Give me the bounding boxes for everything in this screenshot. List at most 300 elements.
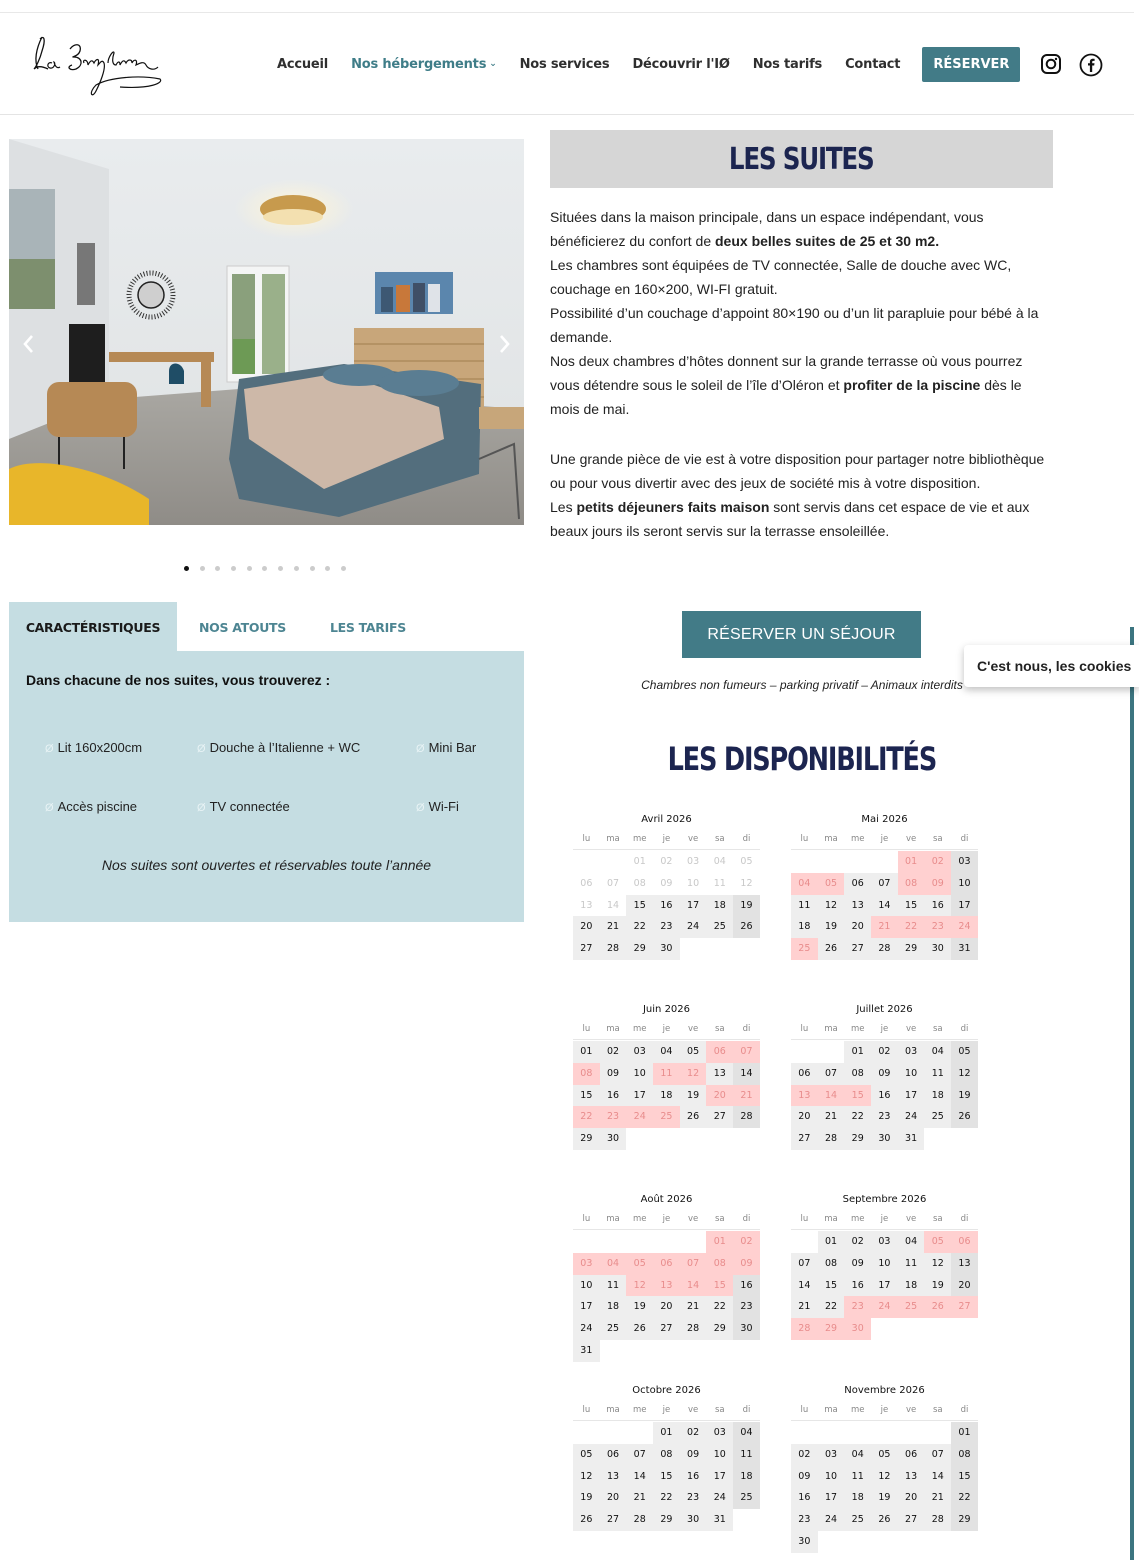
day-cell-booked[interactable]: 04 <box>600 1253 627 1275</box>
day-cell-booked[interactable]: 01 <box>706 1231 733 1253</box>
day-cell-available[interactable]: 16 <box>600 1085 627 1107</box>
bedroom-photo <box>9 139 524 525</box>
empty-cell <box>600 1422 627 1444</box>
feature-label: Douche à l’Italienne + WC <box>209 740 361 755</box>
day-cell-available[interactable]: 30 <box>791 1531 818 1553</box>
day-cell-past: 13 <box>573 895 600 917</box>
day-cell-available[interactable]: 28 <box>626 1509 653 1531</box>
slider-dot[interactable] <box>247 566 252 571</box>
day-cell-available[interactable]: 26 <box>626 1318 653 1340</box>
slider-dot[interactable] <box>294 566 299 571</box>
day-cell-available[interactable]: 18 <box>733 1466 760 1488</box>
day-grid <box>791 851 978 960</box>
day-cell-available[interactable]: 30 <box>924 938 951 960</box>
day-cell-available[interactable]: 01 <box>573 1041 600 1063</box>
day-cell-booked[interactable]: 22 <box>573 1106 600 1128</box>
day-cell-available[interactable]: 02 <box>871 1041 898 1063</box>
day-cell-available[interactable]: 29 <box>844 1128 871 1150</box>
day-cell-available[interactable]: 21 <box>924 1487 951 1509</box>
weekday-label: ma <box>824 833 838 844</box>
day-cell-available[interactable]: 27 <box>600 1509 627 1531</box>
day-cell-available[interactable]: 10 <box>818 1466 845 1488</box>
day-cell-available[interactable]: 06 <box>898 1444 925 1466</box>
day-cell-available[interactable]: 08 <box>653 1444 680 1466</box>
day-cell-available[interactable]: 24 <box>706 1487 733 1509</box>
day-cell-available[interactable]: 03 <box>706 1422 733 1444</box>
day-cell-booked[interactable]: 23 <box>924 916 951 938</box>
nav-item-hebergements[interactable] <box>351 57 497 72</box>
tab-les-tarifs[interactable]: LES TARIFS <box>329 619 406 635</box>
day-cell-booked[interactable]: 26 <box>924 1296 951 1318</box>
day-cell-available[interactable]: 28 <box>680 1318 707 1340</box>
slider-dot[interactable] <box>215 566 220 571</box>
day-cell-available[interactable]: 10 <box>951 873 978 895</box>
day-cell-available[interactable]: 12 <box>924 1253 951 1275</box>
day-cell-available[interactable]: 16 <box>733 1275 760 1297</box>
day-cell-available[interactable]: 20 <box>600 1487 627 1509</box>
day-cell-available[interactable]: 30 <box>653 938 680 960</box>
day-cell-available[interactable]: 21 <box>791 1296 818 1318</box>
desc-highlight: deux belles suites de 25 et 30 m2. <box>715 233 940 249</box>
day-cell-available[interactable]: 27 <box>791 1128 818 1150</box>
day-cell-available[interactable]: 12 <box>573 1466 600 1488</box>
day-cell-available[interactable]: 02 <box>600 1041 627 1063</box>
weekday-label: ma <box>824 1404 838 1415</box>
day-cell-booked[interactable]: 13 <box>791 1085 818 1107</box>
day-cell-available[interactable]: 23 <box>733 1296 760 1318</box>
day-cell-booked[interactable]: 05 <box>626 1253 653 1275</box>
nav-item-contact[interactable]: Contact <box>845 56 901 72</box>
tab-nos-atouts[interactable]: NOS ATOUTS <box>199 619 286 635</box>
day-cell-available[interactable]: 27 <box>706 1106 733 1128</box>
day-cell-available[interactable]: 29 <box>573 1128 600 1150</box>
day-cell-available[interactable]: 25 <box>600 1318 627 1340</box>
day-cell-available[interactable]: 14 <box>791 1275 818 1297</box>
day-cell-available[interactable]: 18 <box>653 1085 680 1107</box>
day-cell-past: 14 <box>600 895 627 917</box>
day-cell-available[interactable]: 04 <box>844 1444 871 1466</box>
day-cell-available[interactable]: 20 <box>791 1106 818 1128</box>
day-cell-available[interactable]: 22 <box>818 1296 845 1318</box>
day-cell-past: 11 <box>706 873 733 895</box>
calendar-scroll-area <box>560 1375 1000 1547</box>
slider-prev-button[interactable] <box>19 329 39 359</box>
day-cell-available[interactable]: 10 <box>573 1275 600 1297</box>
day-cell-available[interactable]: 20 <box>573 916 600 938</box>
day-cell-available[interactable]: 18 <box>844 1487 871 1509</box>
day-cell-booked[interactable]: 02 <box>733 1231 760 1253</box>
day-cell-booked[interactable]: 28 <box>791 1318 818 1340</box>
day-cell-booked[interactable]: 07 <box>733 1041 760 1063</box>
slider-dot[interactable] <box>341 566 346 571</box>
day-cell-available[interactable]: 06 <box>791 1063 818 1085</box>
day-cell-available[interactable]: 16 <box>871 1085 898 1107</box>
day-cell-booked[interactable]: 08 <box>706 1253 733 1275</box>
day-cell-available[interactable]: 29 <box>951 1509 978 1531</box>
day-cell-available[interactable]: 15 <box>653 1466 680 1488</box>
day-cell-available[interactable]: 18 <box>791 916 818 938</box>
month-calendar <box>791 1383 978 1553</box>
day-cell-booked[interactable]: 27 <box>951 1296 978 1318</box>
day-cell-available[interactable]: 18 <box>898 1275 925 1297</box>
weekday-label: me <box>632 1023 647 1034</box>
day-cell-booked[interactable]: 07 <box>680 1253 707 1275</box>
slider-dot[interactable] <box>262 566 267 571</box>
day-cell-available[interactable]: 16 <box>680 1466 707 1488</box>
day-cell-available[interactable]: 17 <box>951 895 978 917</box>
day-cell-available[interactable]: 23 <box>791 1509 818 1531</box>
day-cell-available[interactable]: 25 <box>924 1106 951 1128</box>
day-cell-booked[interactable]: 25 <box>791 938 818 960</box>
day-cell-available[interactable]: 05 <box>951 1041 978 1063</box>
day-cell-available[interactable]: 03 <box>818 1444 845 1466</box>
nav-item-accueil[interactable]: Accueil <box>277 56 329 72</box>
day-cell-booked[interactable]: 12 <box>680 1063 707 1085</box>
day-cell-available[interactable]: 27 <box>898 1509 925 1531</box>
slider-next-button[interactable] <box>494 329 514 359</box>
day-cell-available[interactable]: 05 <box>573 1444 600 1466</box>
day-cell-available[interactable]: 14 <box>733 1063 760 1085</box>
day-cell-booked[interactable]: 24 <box>871 1296 898 1318</box>
day-cell-available[interactable]: 16 <box>653 895 680 917</box>
slider-dot[interactable] <box>278 566 283 571</box>
day-cell-available[interactable]: 19 <box>871 1487 898 1509</box>
day-cell-available[interactable]: 25 <box>733 1487 760 1509</box>
day-cell-available[interactable]: 28 <box>871 938 898 960</box>
day-cell-available[interactable]: 29 <box>653 1509 680 1531</box>
slider-dot[interactable] <box>231 566 236 571</box>
day-cell-available[interactable]: 21 <box>680 1296 707 1318</box>
day-cell-available[interactable]: 29 <box>898 938 925 960</box>
feature-label: Wi-Fi <box>428 799 459 814</box>
day-cell-available[interactable]: 18 <box>924 1085 951 1107</box>
day-cell-available[interactable]: 21 <box>626 1487 653 1509</box>
day-cell-available[interactable]: 10 <box>871 1253 898 1275</box>
weekday-label: lu <box>800 1404 809 1415</box>
day-cell-available[interactable]: 02 <box>680 1422 707 1444</box>
day-cell-available[interactable]: 16 <box>791 1487 818 1509</box>
day-cell-booked[interactable]: 14 <box>818 1085 845 1107</box>
day-cell-booked[interactable]: 24 <box>626 1106 653 1128</box>
day-cell-available[interactable]: 31 <box>898 1128 925 1150</box>
day-cell-available[interactable]: 16 <box>844 1275 871 1297</box>
day-cell-available[interactable]: 18 <box>706 895 733 917</box>
day-cell-booked[interactable]: 05 <box>924 1231 951 1253</box>
weekday-header <box>791 1018 978 1040</box>
day-cell-available[interactable]: 06 <box>600 1444 627 1466</box>
day-cell-available[interactable]: 02 <box>844 1231 871 1253</box>
day-cell-booked[interactable]: 21 <box>733 1085 760 1107</box>
weekday-label: di <box>960 1213 969 1224</box>
day-cell-available[interactable]: 01 <box>844 1041 871 1063</box>
day-cell-available[interactable]: 11 <box>924 1063 951 1085</box>
day-cell-available[interactable]: 09 <box>791 1466 818 1488</box>
empty-cell <box>844 851 871 873</box>
weekday-label: di <box>960 1023 969 1034</box>
slider-dot[interactable] <box>310 566 315 571</box>
day-cell-available[interactable]: 19 <box>680 1085 707 1107</box>
tab-caracteristiques[interactable]: CARACTÉRISTIQUES <box>9 602 177 652</box>
day-cell-booked[interactable]: 22 <box>898 916 925 938</box>
slider-dot[interactable] <box>325 566 330 571</box>
day-cell-available[interactable]: 08 <box>951 1444 978 1466</box>
day-cell-available[interactable]: 22 <box>653 1487 680 1509</box>
slider-dot[interactable] <box>200 566 205 571</box>
day-cell-available[interactable]: 05 <box>680 1041 707 1063</box>
day-cell-available[interactable]: 30 <box>680 1509 707 1531</box>
empty-cell <box>871 851 898 873</box>
day-cell-available[interactable]: 22 <box>844 1106 871 1128</box>
day-cell-available[interactable]: 17 <box>680 895 707 917</box>
day-cell-booked[interactable]: 14 <box>680 1275 707 1297</box>
day-cell-available[interactable]: 28 <box>733 1106 760 1128</box>
day-cell-available[interactable]: 08 <box>818 1253 845 1275</box>
weekday-label: lu <box>800 1213 809 1224</box>
day-cell-available[interactable]: 19 <box>573 1487 600 1509</box>
day-cell-available[interactable]: 18 <box>600 1296 627 1318</box>
day-cell-booked[interactable]: 20 <box>706 1085 733 1107</box>
weekday-label: sa <box>932 833 943 844</box>
day-cell-available[interactable]: 27 <box>653 1318 680 1340</box>
day-cell-available[interactable]: 31 <box>573 1340 600 1362</box>
day-cell-available[interactable]: 14 <box>626 1466 653 1488</box>
slider-dot[interactable] <box>184 566 189 571</box>
day-cell-available[interactable]: 09 <box>600 1063 627 1085</box>
day-cell-available[interactable]: 28 <box>924 1509 951 1531</box>
day-cell-booked[interactable]: 06 <box>653 1253 680 1275</box>
desc-text: Nos deux chambres d’hôtes donnent sur la grande terrasse où vous pourrez vous détendre sous le soleil de l’île d’Oléron et <box>550 353 1023 393</box>
day-cell-available[interactable]: 21 <box>600 916 627 938</box>
day-cell-booked[interactable]: 25 <box>898 1296 925 1318</box>
day-cell-available[interactable]: 23 <box>653 916 680 938</box>
day-cell-booked[interactable]: 29 <box>818 1318 845 1340</box>
empty-cell <box>871 1422 898 1444</box>
day-cell-available[interactable]: 27 <box>844 938 871 960</box>
day-cell-available[interactable]: 16 <box>924 895 951 917</box>
day-cell-booked[interactable]: 01 <box>898 851 925 873</box>
day-cell-booked[interactable]: 21 <box>871 916 898 938</box>
day-cell-available[interactable]: 04 <box>924 1041 951 1063</box>
cookie-panel-edge <box>1130 627 1134 1560</box>
nav-item-decouvrir[interactable]: Découvrir l'IØ <box>632 56 730 72</box>
day-cell-booked[interactable]: 30 <box>844 1318 871 1340</box>
day-cell-available[interactable]: 04 <box>898 1231 925 1253</box>
day-cell-booked[interactable]: 12 <box>626 1275 653 1297</box>
day-grid <box>573 851 760 960</box>
suites-title: LES SUITES <box>729 141 874 177</box>
day-cell-booked[interactable]: 08 <box>573 1063 600 1085</box>
day-cell-booked[interactable]: 13 <box>653 1275 680 1297</box>
month-calendar <box>573 1383 760 1531</box>
day-cell-available[interactable]: 12 <box>871 1466 898 1488</box>
day-cell-available[interactable]: 14 <box>871 895 898 917</box>
day-cell-past: 06 <box>573 873 600 895</box>
day-cell-available[interactable]: 13 <box>600 1466 627 1488</box>
day-cell-booked[interactable]: 15 <box>844 1085 871 1107</box>
day-cell-available[interactable]: 12 <box>951 1063 978 1085</box>
day-cell-available[interactable]: 11 <box>733 1444 760 1466</box>
day-cell-available[interactable]: 24 <box>680 916 707 938</box>
day-cell-available[interactable]: 03 <box>898 1041 925 1063</box>
day-cell-available[interactable]: 14 <box>924 1466 951 1488</box>
day-cell-available[interactable]: 03 <box>871 1231 898 1253</box>
day-cell-available[interactable]: 01 <box>653 1422 680 1444</box>
facebook-icon[interactable] <box>1079 53 1101 75</box>
day-cell-available[interactable]: 09 <box>871 1063 898 1085</box>
day-cell-available[interactable]: 20 <box>653 1296 680 1318</box>
nav-item-tarifs[interactable]: Nos tarifs <box>752 56 823 72</box>
empty-cell <box>818 1422 845 1444</box>
day-cell-booked[interactable]: 02 <box>924 851 951 873</box>
cookie-banner[interactable]: C'est nous, les cookies <box>964 645 1139 687</box>
day-cell-available[interactable]: 26 <box>818 938 845 960</box>
day-cell-available[interactable]: 01 <box>951 1422 978 1444</box>
day-cell-available[interactable]: 19 <box>924 1275 951 1297</box>
day-cell-available[interactable]: 13 <box>844 895 871 917</box>
day-cell-available[interactable]: 28 <box>818 1128 845 1150</box>
day-cell-available[interactable]: 10 <box>898 1063 925 1085</box>
site-header <box>0 13 1134 115</box>
day-cell-available[interactable]: 17 <box>626 1085 653 1107</box>
day-cell-booked[interactable]: 09 <box>733 1253 760 1275</box>
day-cell-available[interactable]: 11 <box>844 1466 871 1488</box>
day-cell-booked[interactable]: 04 <box>791 873 818 895</box>
day-cell-available[interactable]: 04 <box>733 1422 760 1444</box>
weekday-label: di <box>742 1404 751 1415</box>
day-cell-available[interactable]: 30 <box>600 1128 627 1150</box>
empty-cell <box>573 1422 600 1444</box>
reserve-button[interactable]: RÉSERVER <box>922 47 1020 82</box>
day-cell-available[interactable]: 05 <box>871 1444 898 1466</box>
site-logo[interactable] <box>30 29 170 101</box>
day-grid <box>573 1422 760 1531</box>
day-cell-available[interactable]: 27 <box>573 938 600 960</box>
day-cell-available[interactable]: 28 <box>600 938 627 960</box>
day-cell-available[interactable]: 10 <box>626 1063 653 1085</box>
day-cell-available[interactable]: 19 <box>626 1296 653 1318</box>
nav-item-services[interactable]: Nos services <box>519 56 610 72</box>
day-cell-available[interactable]: 26 <box>733 916 760 938</box>
day-cell-available[interactable]: 30 <box>871 1128 898 1150</box>
day-cell-available[interactable]: 03 <box>951 851 978 873</box>
day-cell-available[interactable]: 15 <box>951 1466 978 1488</box>
weekday-header <box>791 828 978 850</box>
day-cell-available[interactable]: 11 <box>791 895 818 917</box>
day-cell-booked[interactable]: 24 <box>951 916 978 938</box>
day-grid <box>791 1041 978 1150</box>
day-cell-available[interactable]: 19 <box>951 1085 978 1107</box>
day-cell-booked[interactable]: 23 <box>600 1106 627 1128</box>
day-cell-available[interactable]: 20 <box>898 1487 925 1509</box>
day-cell-available[interactable]: 26 <box>951 1106 978 1128</box>
day-cell-available[interactable]: 03 <box>626 1041 653 1063</box>
day-cell-available[interactable]: 15 <box>898 895 925 917</box>
day-cell-available[interactable]: 13 <box>951 1253 978 1275</box>
day-cell-available[interactable]: 24 <box>573 1318 600 1340</box>
day-cell-booked[interactable]: 09 <box>924 873 951 895</box>
day-cell-available[interactable]: 24 <box>818 1509 845 1531</box>
empty-cell <box>600 1231 627 1253</box>
day-cell-booked[interactable]: 25 <box>653 1106 680 1128</box>
day-cell-available[interactable]: 13 <box>898 1466 925 1488</box>
day-cell-available[interactable]: 26 <box>871 1509 898 1531</box>
day-cell-booked[interactable]: 15 <box>706 1275 733 1297</box>
day-cell-available[interactable]: 17 <box>898 1085 925 1107</box>
day-cell-booked[interactable]: 11 <box>653 1063 680 1085</box>
day-cell-available[interactable]: 11 <box>898 1253 925 1275</box>
day-cell-available[interactable]: 08 <box>844 1063 871 1085</box>
day-cell-available[interactable]: 30 <box>733 1318 760 1340</box>
day-cell-booked[interactable]: 06 <box>706 1041 733 1063</box>
day-cell-available[interactable]: 07 <box>924 1444 951 1466</box>
day-cell-available[interactable]: 07 <box>791 1253 818 1275</box>
day-cell-available[interactable]: 04 <box>653 1041 680 1063</box>
day-cell-available[interactable]: 17 <box>871 1275 898 1297</box>
day-cell-available[interactable]: 22 <box>951 1487 978 1509</box>
day-cell-available[interactable]: 22 <box>626 916 653 938</box>
day-cell-booked[interactable]: 06 <box>951 1231 978 1253</box>
day-cell-available[interactable]: 11 <box>600 1275 627 1297</box>
day-cell-available[interactable]: 17 <box>573 1296 600 1318</box>
day-cell-available[interactable]: 07 <box>626 1444 653 1466</box>
day-cell-available[interactable]: 17 <box>818 1487 845 1509</box>
day-cell-available[interactable]: 25 <box>844 1509 871 1531</box>
day-cell-available[interactable]: 01 <box>818 1231 845 1253</box>
day-cell-booked[interactable]: 05 <box>818 873 845 895</box>
instagram-icon[interactable] <box>1040 53 1062 75</box>
day-cell-available[interactable]: 20 <box>844 916 871 938</box>
day-cell-available[interactable]: 09 <box>680 1444 707 1466</box>
day-cell-booked[interactable]: 08 <box>898 873 925 895</box>
day-cell-available[interactable]: 02 <box>791 1444 818 1466</box>
day-cell-available[interactable]: 29 <box>706 1318 733 1340</box>
weekday-label: ma <box>606 1404 620 1415</box>
day-cell-available[interactable]: 31 <box>706 1509 733 1531</box>
day-cell-available[interactable]: 12 <box>818 895 845 917</box>
day-cell-available[interactable]: 15 <box>818 1275 845 1297</box>
day-cell-available[interactable]: 25 <box>706 916 733 938</box>
day-cell-available[interactable]: 09 <box>844 1253 871 1275</box>
reserve-stay-button[interactable]: RÉSERVER UN SÉJOUR <box>682 611 921 658</box>
day-cell-available[interactable]: 15 <box>626 895 653 917</box>
day-cell-available[interactable]: 23 <box>871 1106 898 1128</box>
day-cell-available[interactable]: 19 <box>818 916 845 938</box>
day-cell-available[interactable]: 29 <box>626 938 653 960</box>
weekday-label: di <box>742 1213 751 1224</box>
day-cell-available[interactable]: 06 <box>844 873 871 895</box>
day-cell-available[interactable]: 19 <box>733 895 760 917</box>
suites-description <box>550 205 1055 543</box>
empty-cell <box>844 1422 871 1444</box>
day-cell-available[interactable]: 10 <box>706 1444 733 1466</box>
day-cell-available[interactable]: 22 <box>706 1296 733 1318</box>
day-cell-available[interactable]: 20 <box>951 1275 978 1297</box>
day-cell-available[interactable]: 17 <box>706 1466 733 1488</box>
day-cell-booked[interactable]: 03 <box>573 1253 600 1275</box>
day-cell-available[interactable]: 31 <box>951 938 978 960</box>
day-cell-available[interactable]: 21 <box>818 1106 845 1128</box>
day-cell-available[interactable]: 26 <box>573 1509 600 1531</box>
day-cell-booked[interactable]: 23 <box>844 1296 871 1318</box>
day-cell-available[interactable]: 13 <box>706 1063 733 1085</box>
day-cell-available[interactable]: 07 <box>871 873 898 895</box>
day-cell-available[interactable]: 24 <box>898 1106 925 1128</box>
day-cell-available[interactable]: 07 <box>818 1063 845 1085</box>
day-cell-available[interactable]: 23 <box>680 1487 707 1509</box>
day-cell-available[interactable]: 15 <box>573 1085 600 1107</box>
photo-slider[interactable] <box>9 139 524 525</box>
day-cell-available[interactable]: 26 <box>680 1106 707 1128</box>
